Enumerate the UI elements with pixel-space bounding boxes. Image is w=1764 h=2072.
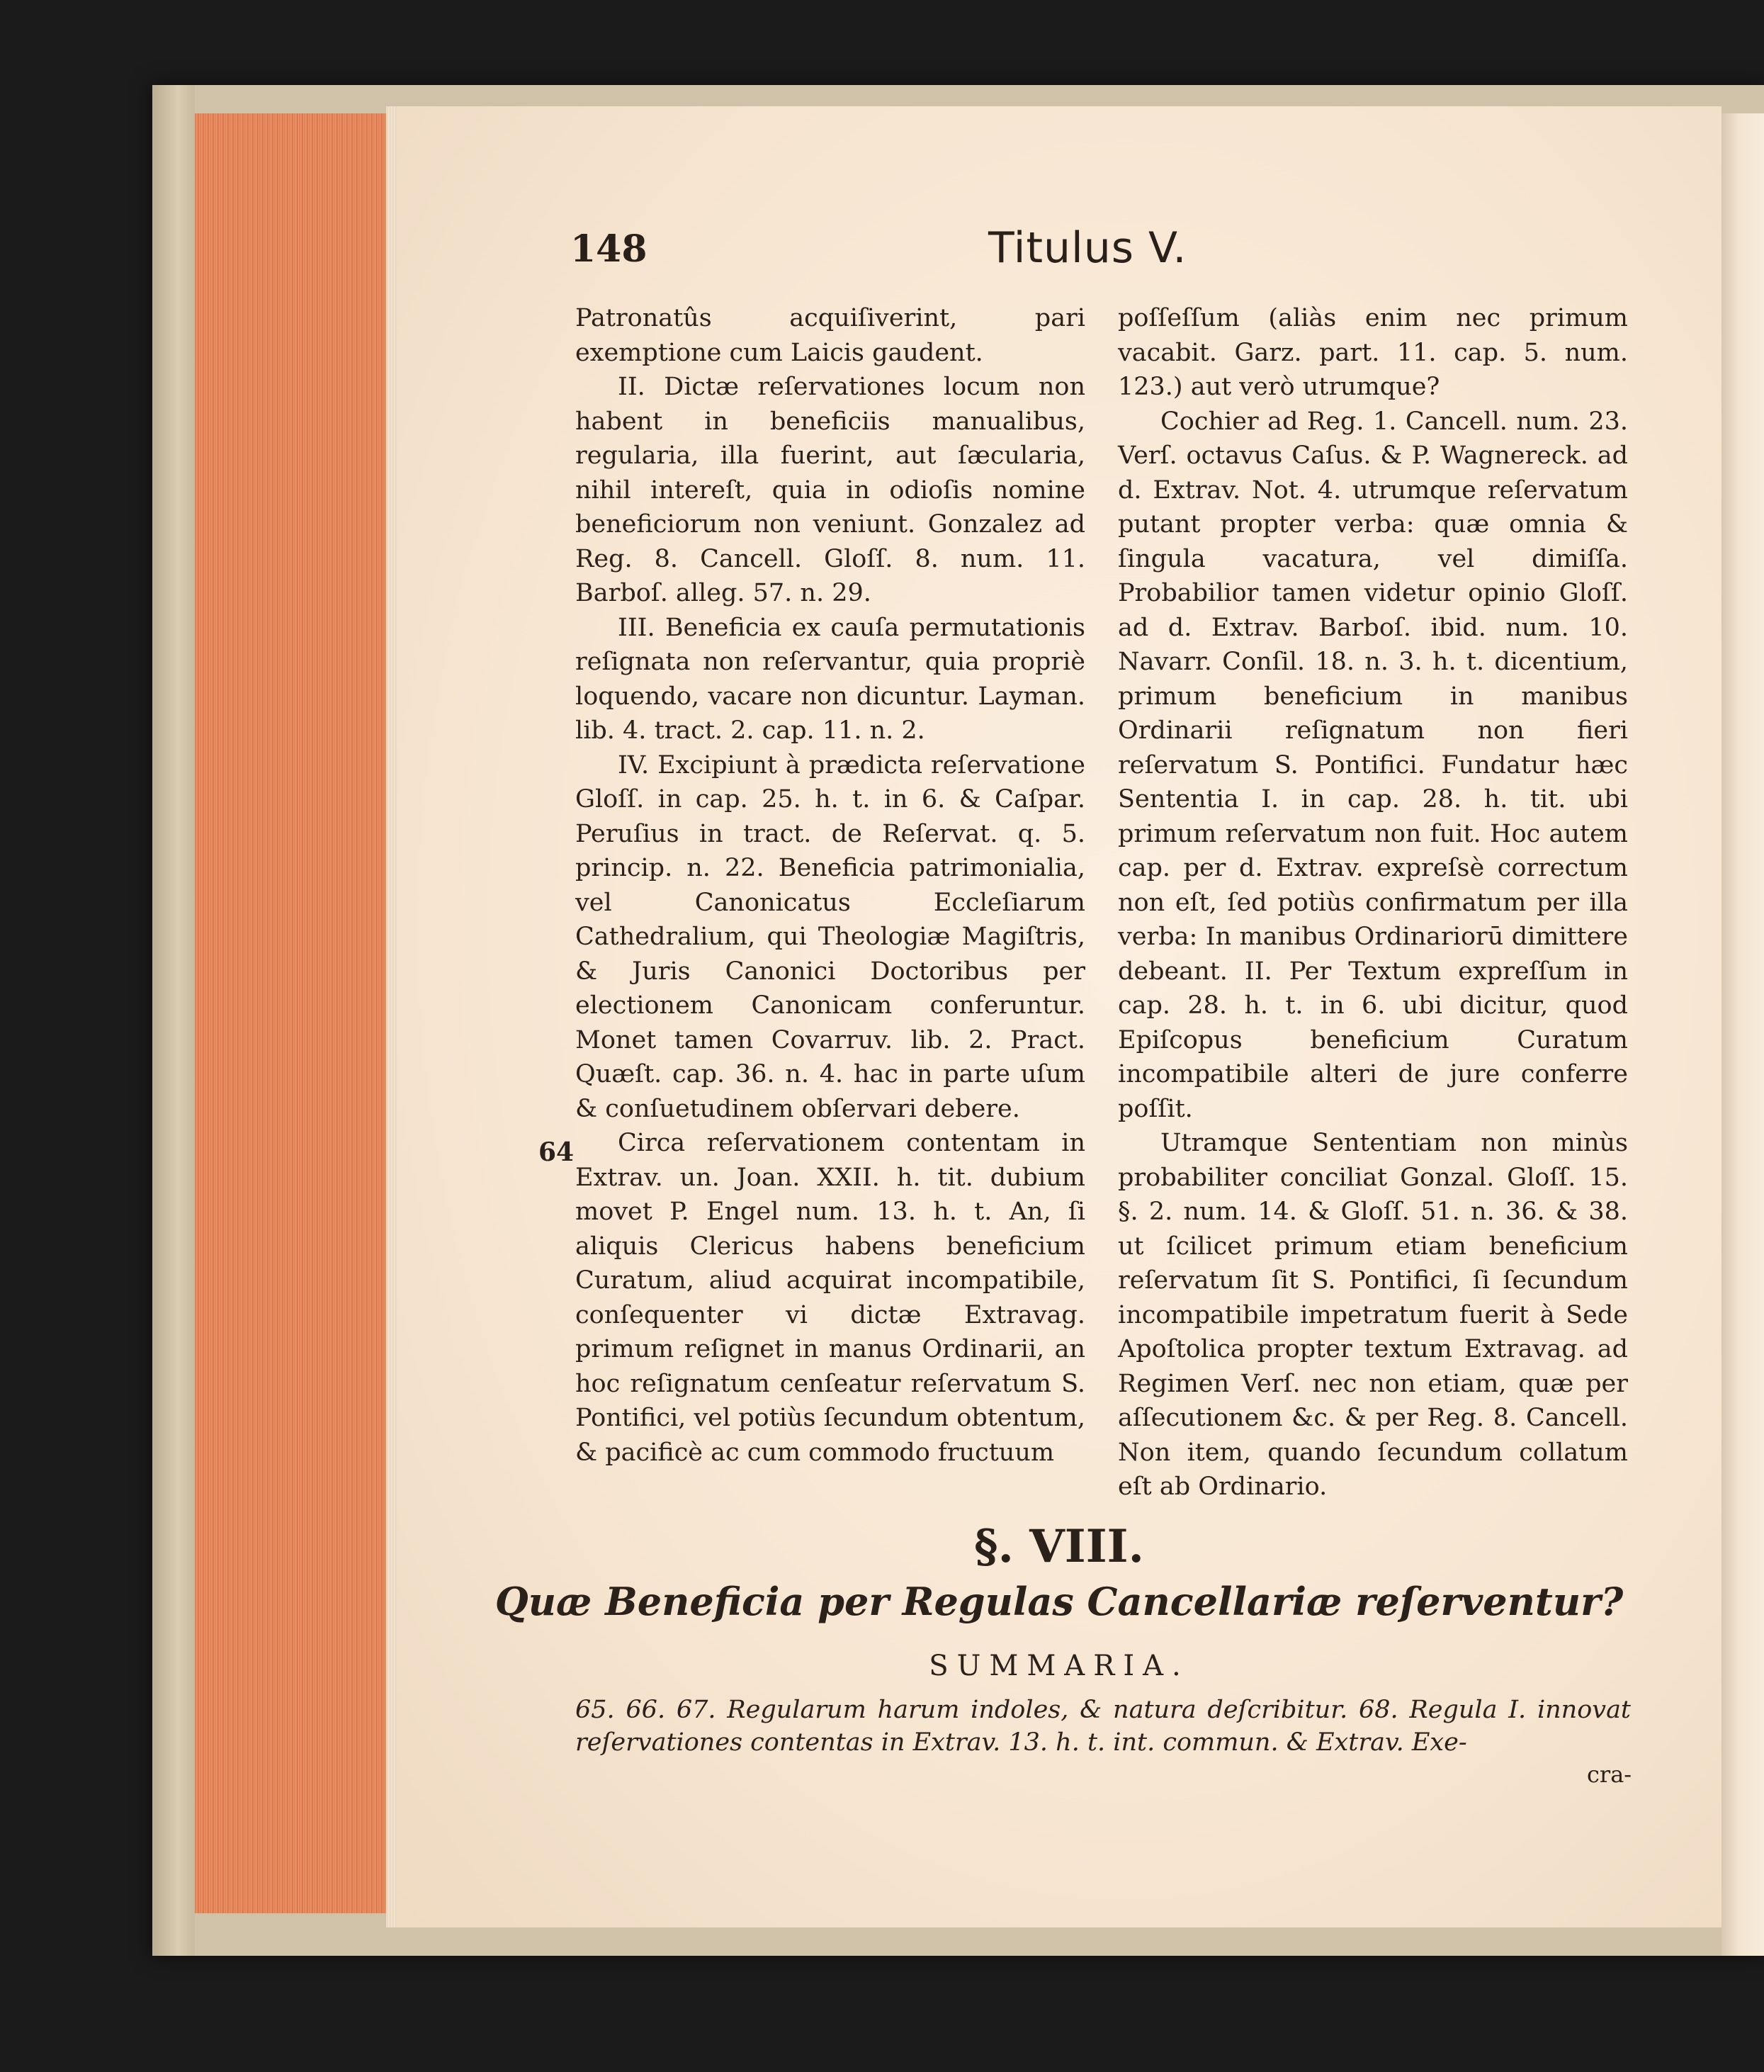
page-stack — [386, 106, 397, 1927]
right-page-edge — [1721, 113, 1764, 1956]
paragraph: Patronatûs acquiſiverint, pari exemptione cum Laicis gaudent. — [575, 304, 1085, 367]
left-column — [575, 301, 1085, 1470]
running-title: Titulus V. — [988, 223, 1187, 273]
section-title: Quæ Beneficia per Regulas Cancellariæ reſerventur? — [494, 1579, 1624, 1624]
right-column — [1118, 301, 1628, 1504]
summaria-text: 65. 66. 67. Regularum harum indoles, & natura deſcribitur. 68. Regula I. innovat reſervationes contentas in Extrav. 13. h. t. int. commun. & Extrav. Exe- — [575, 1696, 1631, 1757]
paragraph: Circa reſervationem contentam in Extrav. un. Joan. XXII. h. tit. dubium movet P. Engel num. 13. h. t. An, ſi aliquis Clericus habens beneficium Curatum, aliud acquirat incompatibile, conſequenter vi dictæ Extravag. primum reſignet in manus Ordinarii, an hoc reſignatum cenſeatur reſervatum S. Pontifici, vel potiùs ſecundum obtentum, & pacificè ac cum commodo fructuum — [575, 1129, 1085, 1467]
page-header — [570, 223, 1633, 280]
page-edges-red — [195, 113, 386, 1913]
paragraph: poſſeſſum (aliàs enim nec primum vacabit. Garz. part. 11. cap. 5. num. 123.) aut verò utrumque? — [1118, 304, 1628, 401]
section-heading: §. VIII. — [974, 1520, 1144, 1573]
page-number: 148 — [570, 227, 648, 271]
margin-number: 64 — [538, 1137, 575, 1167]
paragraph: II. Dictæ reſervationes locum non habent in beneficiis manualibus, regularia, illa fuerint, aut ſæcularia, nihil intereſt, quia in odioſis nomine beneficiorum non veniunt. Gonzalez ad Reg. 8. Cancell. Gloſſ. 8. num. 11. Barboſ. alleg. 57. n. 29. — [575, 373, 1085, 607]
paragraph: Utramque Sententiam non minùs probabiliter conciliat Gonzal. Gloſſ. 15. §. 2. num. 14. & Gloſſ. 51. n. 36. & 38. ut ſcilicet primum etiam beneficium reſervatum ſit S. Pontifici, ſi ſecundum incompatibile impetratum fuerit à Sede Apoſtolica propter textum Extravag. ad Regimen Verſ. nec non etiam, quæ per aſſecutionem &c. & per Reg. 8. Cancell. Non item, quando ſecundum collatum eſt ab Ordinario. — [1118, 1129, 1628, 1501]
catchword: cra- — [1587, 1761, 1632, 1788]
summaria-label: SUMMARIA. — [929, 1650, 1189, 1682]
cover-spine-edge — [152, 85, 195, 1956]
paragraph: Cochier ad Reg. 1. Cancell. num. 23. Verſ. octavus Caſus. & P. Wagnereck. ad d. Extrav. Not. 4. utrumque reſervatum putant propter verba: quæ omnia & ſingula vacatura, vel dimiſſa. Probabilior tamen videtur opinio Gloſſ. ad d. Extrav. Barboſ. ibid. num. 10. Navarr. Conſil. 18. n. 3. h. t. dicentium, primum beneficium in manibus Ordinarii reſignatum non fieri reſervatum S. Pontifici. Fundatur hæc Sententia I. in cap. 28. h. tit. ubi primum reſervatum non fuit. Hoc autem cap. per d. Extrav. expreſsè correctum non eſt, ſed potiùs confirmatum per illa verba: In manibus Ordinariorū dimittere debeant. II. Per Textum expreſſum in cap. 28. h. t. in 6. ubi dicitur, quod Epiſcopus beneficium Curatum incompatibile alteri de jure conferre poſſit. — [1118, 407, 1628, 1123]
paragraph: IV. Excipiunt à prædicta reſervatione Gloſſ. in cap. 25. h. t. in 6. & Caſpar. Peruſius in tract. de Reſervat. q. 5. princip. n. 22. Beneficia patrimonialia, vel Canonicatus Eccleſiarum Cathedralium, qui Theologiæ Magiſtris, & Juris Canonici Doctoribus per electionem Canonicam conferuntur. Monet tamen Covarruv. lib. 2. Pract. Quæſt. cap. 36. n. 4. hac in parte uſum & conſuetudinem obſervari debere. — [575, 750, 1085, 1123]
paragraph: III. Beneficia ex cauſa permutationis reſignata non reſervantur, quia propriè loquendo, vacare non dicuntur. Layman. lib. 4. tract. 2. cap. 11. n. 2. — [575, 613, 1085, 745]
